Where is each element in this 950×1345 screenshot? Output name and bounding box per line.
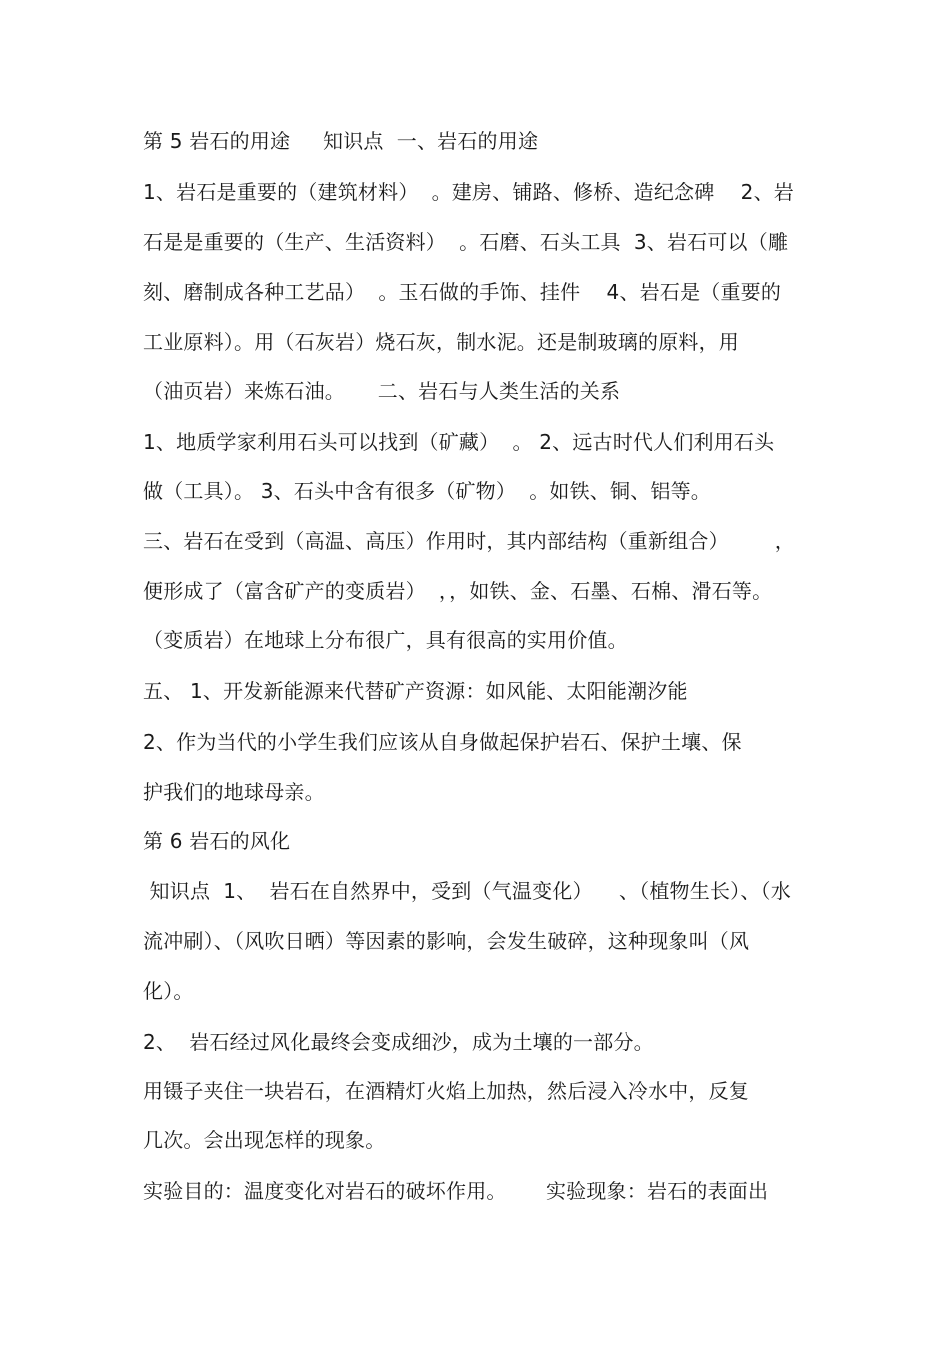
paragraph-line: 1、岩石是重要的（建筑材料） 。建房、铺路、修桥、造纪念碑 2、岩 [143,180,794,204]
heading-lesson-6: 第 6 岩石的风化 [143,829,291,853]
paragraph-line: 1、地质学家利用石头可以找到（矿藏） 。 2、远古时代人们利用石头 [143,430,775,454]
paragraph-line: 三、岩石在受到（高温、高压）作用时，其内部结构（重新组合） ， [143,529,795,553]
paragraph-line: 便形成了（富含矿产的变质岩） ，，如铁、金、石墨、石棉、滑石等。 [143,579,773,603]
paragraph-line: 工业原料）。用（石灰岩）烧石灰，制水泥。还是制玻璃的原料，用 [143,330,739,354]
paragraph-line: 实验目的：温度变化对岩石的破坏作用。 实验现象：岩石的表面出 [143,1179,769,1203]
paragraph-line: 流冲刷）、（风吹日晒）等因素的影响，会发生破碎，这种现象叫（风 [143,929,750,953]
paragraph-line: 几次。会出现怎样的现象。 [143,1128,386,1152]
paragraph-line: 知识点 1、 岩石在自然界中，受到（气温变化） 、（植物生长）、（水 [143,879,791,903]
paragraph-line: （油页岩）来炼石油。 二、岩石与人类生活的关系 [143,379,621,403]
paragraph-line: 2、 岩石经过风化最终会变成细沙，成为土壤的一部分。 [143,1030,654,1054]
paragraph-line: 石是是重要的（生产、生活资料） 。石磨、石头工具 3、岩石可以（雕 [143,230,789,254]
paragraph-line: 刻、磨制成各种工艺品） 。玉石做的手饰、挂件 4、岩石是（重要的 [143,280,782,304]
heading-lesson-5: 第 5 岩石的用途 知识点 一、岩石的用途 [143,129,539,153]
paragraph-line: 护我们的地球母亲。 [143,780,325,804]
paragraph-line: 用镊子夹住一块岩石，在酒精灯火焰上加热，然后浸入冷水中，反复 [143,1079,749,1103]
paragraph-line: 做（工具）。 3、石头中含有很多（矿物） 。如铁、铜、铝等。 [143,479,711,503]
paragraph-line: 2、作为当代的小学生我们应该从自身做起保护岩石、保护土壤、保 [143,730,742,754]
paragraph-line: 五、 1、开发新能源来代替矿产资源：如风能、太阳能潮汐能 [143,679,688,703]
paragraph-line: （变质岩）在地球上分布很广，具有很高的实用价值。 [143,628,628,652]
paragraph-line: 化）。 [143,979,194,1003]
